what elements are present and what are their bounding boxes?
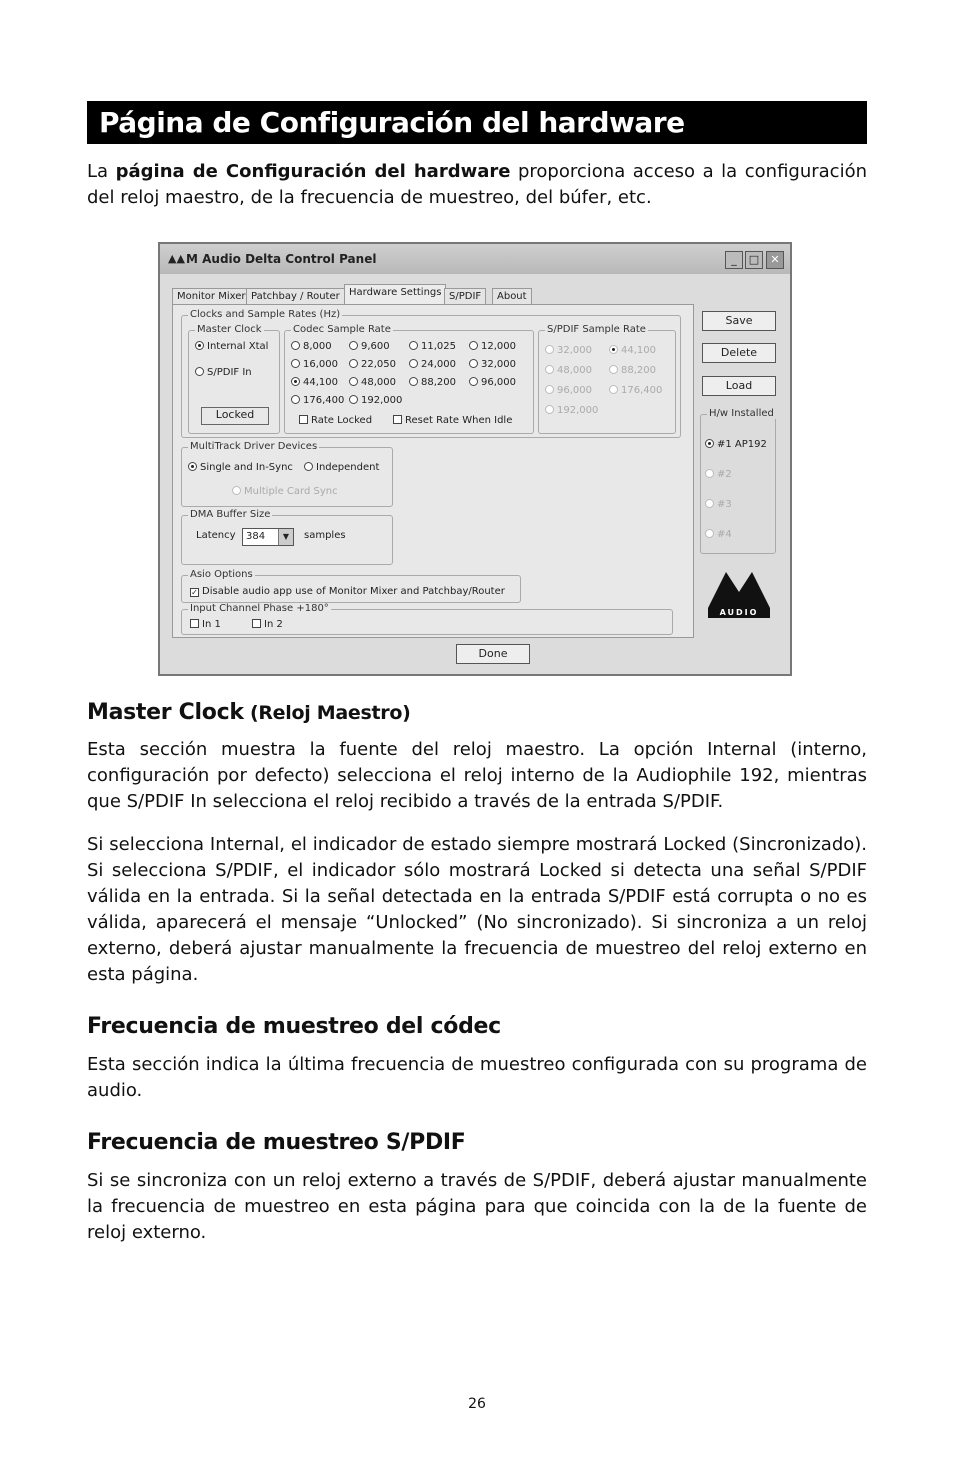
checkbox-label: Reset Rate When Idle <box>405 415 513 426</box>
dma-buffer-group <box>181 509 393 565</box>
radio-label: 11,025 <box>421 341 456 352</box>
tab-spdif[interactable]: S/PDIF <box>444 288 486 305</box>
page-title: Página de Configuración del hardware <box>87 101 867 144</box>
clocks-group-label: Clocks and Sample Rates (Hz) <box>190 309 341 320</box>
codec-rate-88200[interactable] <box>409 377 456 388</box>
radio-icon <box>545 385 554 394</box>
radio-label: 16,000 <box>303 359 338 370</box>
latency-value: 384 <box>246 531 266 542</box>
radio-single-in-sync[interactable] <box>188 462 293 473</box>
codec-rate-12000[interactable] <box>469 341 516 352</box>
radio-label: 32,000 <box>481 359 516 370</box>
radio-icon <box>349 341 358 350</box>
checkbox-icon: ✓ <box>191 588 198 597</box>
master-clock-p1: Esta sección muestra la fuente del reloj maestro. La opción Internal (interno, configuración por defecto) selecciona el reloj interno de la Audiophile 192, mientras que S/PDIF In selecciona el reloj recibido a través de la entrada S/PDIF. <box>87 739 867 812</box>
radio-icon <box>349 377 358 386</box>
radio-label: #1 AP192 <box>717 439 767 450</box>
radio-icon <box>609 385 618 394</box>
codec-rate-192000[interactable] <box>349 395 402 406</box>
reset-rate-checkbox[interactable] <box>393 415 512 426</box>
spdif-rate-label: S/PDIF Sample Rate <box>547 324 646 335</box>
radio-icon <box>304 462 313 471</box>
checkbox-label: Disable audio app use of Monitor Mixer and Patchbay/Router <box>202 586 505 597</box>
master-clock-label: Master Clock <box>197 324 262 335</box>
codec-rate-32000[interactable] <box>469 359 516 370</box>
radio-label: 96,000 <box>481 377 516 388</box>
clocks-group <box>181 309 681 438</box>
radio-spdif-in[interactable] <box>195 367 252 378</box>
disable-mixer-checkbox[interactable] <box>190 586 505 597</box>
radio-icon <box>469 377 478 386</box>
window-titlebar <box>160 244 790 274</box>
phase-in1-checkbox[interactable] <box>190 619 221 630</box>
checkbox-icon <box>393 415 402 424</box>
codec-rate-24000[interactable] <box>409 359 456 370</box>
phase-in2-checkbox[interactable] <box>252 619 283 630</box>
codec-rate-11025[interactable] <box>409 341 456 352</box>
codec-rate-96000[interactable] <box>469 377 516 388</box>
radio-label: #2 <box>717 469 732 480</box>
radio-icon <box>705 439 714 448</box>
radio-label: 176,400 <box>303 395 345 406</box>
radio-icon <box>545 345 554 354</box>
asio-options-group <box>181 569 521 603</box>
app-icon: ▲▲ <box>168 252 185 265</box>
radio-label: 24,000 <box>421 359 456 370</box>
codec-rate-label: Codec Sample Rate <box>293 324 391 335</box>
close-icon[interactable]: ✕ <box>766 251 784 269</box>
intro-prefix: La <box>87 161 116 182</box>
radio-label: Independent <box>316 462 380 473</box>
radio-independent[interactable] <box>304 462 379 473</box>
radio-label: Internal Xtal <box>207 341 269 352</box>
radio-icon <box>409 341 418 350</box>
tab-patchbay-router[interactable]: Patchbay / Router <box>246 288 345 305</box>
radio-icon <box>705 499 714 508</box>
multitrack-label: MultiTrack Driver Devices <box>190 441 318 452</box>
radio-icon <box>291 377 300 386</box>
master-clock-heading-main: Master Clock <box>87 700 244 725</box>
tab-hardware-settings[interactable]: Hardware Settings <box>344 284 446 305</box>
window-title: M Audio Delta Control Panel <box>186 252 377 266</box>
radio-icon <box>609 345 618 354</box>
samples-label: samples <box>304 530 346 541</box>
minimize-icon[interactable]: _ <box>725 251 743 269</box>
latency-select[interactable] <box>242 528 294 546</box>
m-audio-logo <box>704 568 774 620</box>
spdif-rate-32000[interactable] <box>545 345 592 356</box>
codec-rate-8000[interactable] <box>291 341 332 352</box>
radio-label: 88,200 <box>621 365 656 376</box>
radio-icon <box>609 365 618 374</box>
spdif-rate-48000[interactable] <box>545 365 592 376</box>
spdif-rate-heading: Frecuencia de muestreo S/PDIF <box>87 1130 466 1155</box>
master-clock-p2: Si selecciona Internal, el indicador de estado siempre mostrará Locked (Sincronizado). Si selecciona S/PDIF, el indicador sólo mostrará Locked si detecta una señal S/PDIF válida en la entrada. Si la señal detectada en la entrada S/PDIF está corrupta o no es válida, aparecerá el mensaje “Unlocked” (No sincronizado). Si sincroniza a un reloj externo, deberá ajustar manualmente la frecuencia de muestreo del reloj externo en esta página. <box>87 834 867 985</box>
radio-label: 44,100 <box>303 377 338 388</box>
codec-rate-22050[interactable] <box>349 359 396 370</box>
radio-icon <box>291 395 300 404</box>
spdif-rate-p1: Si se sincroniza con un reloj externo a través de S/PDIF, deberá ajustar manualmente la frecuencia de muestreo en esta página para que coincida con la de la fuente de reloj externo. <box>87 1170 867 1243</box>
spdif-rate-192000[interactable] <box>545 405 598 416</box>
radio-label: #3 <box>717 499 732 510</box>
codec-rate-176400[interactable] <box>291 395 344 406</box>
master-clock-group <box>188 324 280 434</box>
dma-buffer-label: DMA Buffer Size <box>190 509 271 520</box>
checkbox-icon <box>252 619 261 628</box>
spdif-rate-44100[interactable] <box>609 345 656 356</box>
radio-internal-xtal[interactable] <box>195 341 268 352</box>
hw-installed-label: H/w Installed <box>709 408 774 419</box>
radio-icon <box>469 341 478 350</box>
codec-rate-p1: Esta sección indica la última frecuencia de muestreo configurada con su programa de audio. <box>87 1054 867 1101</box>
maximize-icon[interactable]: □ <box>745 251 763 269</box>
spdif-rate-96000[interactable] <box>545 385 592 396</box>
radio-label: 192,000 <box>557 405 599 416</box>
radio-label: 22,050 <box>361 359 396 370</box>
checkbox-label: In 1 <box>202 619 221 630</box>
tab-monitor-mixer[interactable]: Monitor Mixer <box>172 288 250 305</box>
spdif-rate-176400[interactable] <box>609 385 662 396</box>
asio-options-label: Asio Options <box>190 569 253 580</box>
done-button[interactable]: Done <box>456 644 530 664</box>
radio-label: 44,100 <box>621 345 656 356</box>
hw-device-1[interactable] <box>705 439 767 450</box>
input-phase-group <box>181 603 673 635</box>
radio-icon <box>705 529 714 538</box>
chevron-down-icon: ▼ <box>278 529 293 545</box>
control-panel-screenshot <box>158 242 792 676</box>
radio-icon <box>545 405 554 414</box>
radio-icon <box>195 341 204 350</box>
codec-rate-48000[interactable] <box>349 377 396 388</box>
hw-installed-group <box>700 408 776 554</box>
radio-icon <box>291 359 300 368</box>
tab-about[interactable]: About <box>492 288 532 305</box>
radio-icon <box>469 359 478 368</box>
radio-label: 9,600 <box>361 341 390 352</box>
codec-rate-heading: Frecuencia de muestreo del códec <box>87 1014 501 1039</box>
radio-label: #4 <box>717 529 732 540</box>
radio-icon <box>705 469 714 478</box>
radio-icon <box>188 462 197 471</box>
radio-label: Single and In-Sync <box>200 462 293 473</box>
radio-label: 176,400 <box>621 385 663 396</box>
delete-button[interactable]: Delete <box>702 343 776 363</box>
radio-label: 88,200 <box>421 377 456 388</box>
save-button[interactable]: Save <box>702 311 776 331</box>
radio-label: 48,000 <box>361 377 396 388</box>
radio-icon <box>349 359 358 368</box>
codec-rate-44100[interactable] <box>291 377 338 388</box>
spdif-rate-88200[interactable] <box>609 365 656 376</box>
master-clock-heading <box>87 700 410 725</box>
radio-icon <box>232 486 241 495</box>
codec-rate-9600[interactable] <box>349 341 390 352</box>
spdif-rate-group <box>538 324 676 434</box>
checkbox-label: In 2 <box>264 619 283 630</box>
hw-device-2[interactable] <box>705 469 732 480</box>
radio-icon <box>349 395 358 404</box>
logo-text: AUDIO <box>719 608 759 617</box>
page-number: 26 <box>468 1396 486 1412</box>
checkbox-icon <box>190 619 199 628</box>
radio-label: S/PDIF In <box>207 367 252 378</box>
radio-label: 192,000 <box>361 395 403 406</box>
radio-label: Multiple Card Sync <box>244 486 338 497</box>
radio-icon <box>409 377 418 386</box>
intro-paragraph <box>87 159 867 211</box>
checkbox-icon <box>299 415 308 424</box>
codec-rate-16000[interactable] <box>291 359 338 370</box>
radio-label: 8,000 <box>303 341 332 352</box>
radio-multiple-card-sync[interactable] <box>232 486 338 497</box>
checkbox-label: Rate Locked <box>311 415 373 426</box>
latency-label: Latency <box>196 530 236 541</box>
input-phase-label: Input Channel Phase +180° <box>190 603 329 614</box>
load-button[interactable]: Load <box>702 376 776 396</box>
lock-status: Locked <box>201 407 269 425</box>
rate-locked-checkbox[interactable] <box>299 415 372 426</box>
codec-rate-group <box>284 324 534 434</box>
intro-suffix: proporciona acceso a la configuración del reloj maestro, de la frecuencia de muestreo, del búfer, etc. <box>87 161 867 208</box>
hw-device-4[interactable] <box>705 529 732 540</box>
radio-icon <box>545 365 554 374</box>
hardware-settings-panel <box>172 304 694 638</box>
multitrack-group <box>181 441 393 507</box>
radio-icon <box>409 359 418 368</box>
hw-device-3[interactable] <box>705 499 732 510</box>
radio-label: 32,000 <box>557 345 592 356</box>
radio-label: 96,000 <box>557 385 592 396</box>
radio-label: 48,000 <box>557 365 592 376</box>
master-clock-heading-suffix: (Reloj Maestro) <box>243 702 411 724</box>
intro-bold: página de Configuración del hardware <box>115 161 511 182</box>
radio-icon <box>291 341 300 350</box>
radio-label: 12,000 <box>481 341 516 352</box>
radio-icon <box>195 367 204 376</box>
